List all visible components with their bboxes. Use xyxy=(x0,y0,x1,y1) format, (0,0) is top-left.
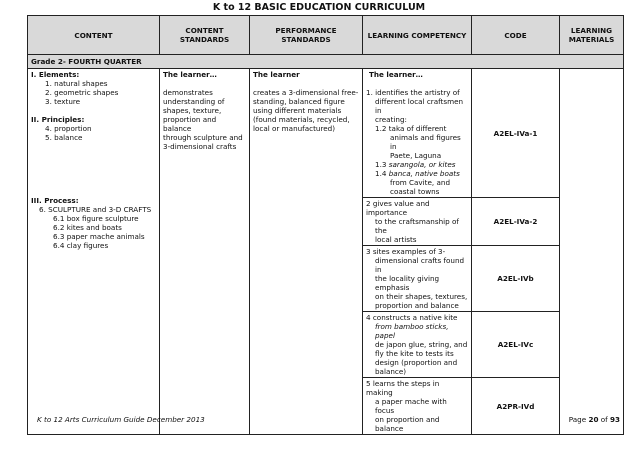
list-item: 6.2 kites and boats xyxy=(53,223,122,232)
competency-cell xyxy=(363,246,472,312)
subitem-number: 1.4 xyxy=(375,169,387,178)
text-line: local artists xyxy=(375,235,417,244)
page-of-label: of xyxy=(600,415,608,424)
competency-cell xyxy=(363,69,472,198)
header-code: CODE xyxy=(472,16,560,55)
page-total: 93 xyxy=(609,415,620,424)
content-standards-cell xyxy=(160,69,250,435)
text-line: (found materials, recycled, xyxy=(253,115,350,124)
text-line: 3 sites examples of 3- xyxy=(366,247,446,256)
header-learning-competency: LEARNING COMPETENCY xyxy=(363,16,472,55)
principles-heading: II. Principles: xyxy=(31,115,85,124)
text-line: through sculpture and xyxy=(163,133,243,142)
text-line: on proportion and balance xyxy=(375,415,440,433)
text-line: the locality giving emphasis xyxy=(375,274,440,292)
header-content-standards: CONTENT STANDARDS xyxy=(160,16,250,55)
code-cell: A2EL-IVc xyxy=(472,312,560,378)
text-line: from Cavite, and xyxy=(390,178,451,187)
text-line: 4 constructs a native kite xyxy=(366,313,458,322)
text-line: 1. identifies the artistry of xyxy=(366,88,460,97)
list-item: 6.1 box figure sculpture xyxy=(53,214,139,223)
materials-cell xyxy=(560,69,624,435)
text-line: standing, balanced figure xyxy=(253,97,345,106)
text-line: using different materials xyxy=(253,106,342,115)
list-item: 6.4 clay figures xyxy=(53,241,109,250)
text-line: different local craftsmen in xyxy=(375,97,464,115)
text-line: creating: xyxy=(375,115,407,124)
code-cell: A2EL-IVb xyxy=(472,246,560,312)
text-line: animals and figures in xyxy=(390,133,461,151)
text-line: fly the kite to tests its xyxy=(375,349,454,358)
text-line: local or manufactured) xyxy=(253,124,336,133)
page-label: Page xyxy=(568,415,587,424)
text-line: de japon glue, string, and xyxy=(375,340,468,349)
text-line: to the craftsmanship of the xyxy=(375,217,459,235)
competency-cell xyxy=(363,378,472,435)
grade-label: Grade 2- FOURTH QUARTER xyxy=(28,55,624,69)
header-learning-materials: LEARNING MATERIALS xyxy=(560,16,624,55)
text-line: 2 gives value and importance xyxy=(366,199,430,217)
competency-lead: The learner… xyxy=(369,70,423,79)
page-number xyxy=(569,415,620,424)
text-line: from bamboo sticks, papel xyxy=(375,322,449,340)
text-line: proportion and balance xyxy=(375,301,459,310)
text-line: sarangola, or kites xyxy=(388,160,456,169)
text-line: 3-dimensional crafts xyxy=(163,142,237,151)
list-item: 1. natural shapes xyxy=(45,79,108,88)
list-item: 4. proportion xyxy=(45,124,92,133)
process-heading: III. Process: xyxy=(31,196,79,205)
text-line: 5 learns the steps in making xyxy=(366,379,440,397)
performance-standards-cell xyxy=(250,69,363,435)
text-line: dimensional crafts found in xyxy=(375,256,465,274)
document-title: K to 12 BASIC EDUCATION CURRICULUM xyxy=(212,2,426,13)
header-content: CONTENT xyxy=(28,16,160,55)
header-performance-standards: PERFORMANCE STANDARDS xyxy=(250,16,363,55)
list-item: 6.3 paper mache animals xyxy=(53,232,145,241)
text-line: understanding of xyxy=(163,97,225,106)
competency-cell xyxy=(363,312,472,378)
page-current: 20 xyxy=(588,415,599,424)
text-line: balance) xyxy=(375,367,407,376)
content-standards-lead: The learner… xyxy=(163,70,217,79)
text-line: a paper mache with focus xyxy=(375,397,447,415)
curriculum-table xyxy=(27,15,624,435)
code-cell: A2EL-IVa-1 xyxy=(472,69,560,198)
competency-cell xyxy=(363,198,472,246)
text-line: shapes, texture, xyxy=(163,106,222,115)
text-line: taka of different xyxy=(388,124,447,133)
elements-heading: I. Elements: xyxy=(31,70,80,79)
text-line: creates a 3-dimensional free- xyxy=(253,88,359,97)
text-line: proportion and balance xyxy=(163,115,217,133)
header-row xyxy=(28,16,624,55)
footer-source: K to 12 Arts Curriculum Guide December 2013 xyxy=(37,415,205,424)
list-item: 2. geometric shapes xyxy=(45,88,119,97)
text-line: on their shapes, textures, xyxy=(375,292,468,301)
text-line: banca, native boats xyxy=(388,169,460,178)
subitem-number: 1.3 xyxy=(375,160,387,169)
grade-row xyxy=(28,55,624,69)
text-line: design (proportion and xyxy=(375,358,458,367)
list-item: 6. SCULPTURE and 3-D CRAFTS xyxy=(39,205,152,214)
subitem-number: 1.2 xyxy=(375,124,387,133)
table-row xyxy=(28,69,624,198)
text-line: Paete, Laguna xyxy=(390,151,442,160)
content-cell xyxy=(28,69,160,435)
code-cell: A2PR-IVd xyxy=(472,378,560,435)
text-line: coastal towns xyxy=(390,187,440,196)
list-item: 3. texture xyxy=(45,97,81,106)
text-line: demonstrates xyxy=(163,88,213,97)
list-item: 5. balance xyxy=(45,133,83,142)
code-cell: A2EL-IVa-2 xyxy=(472,198,560,246)
performance-standards-lead: The learner xyxy=(253,70,300,79)
